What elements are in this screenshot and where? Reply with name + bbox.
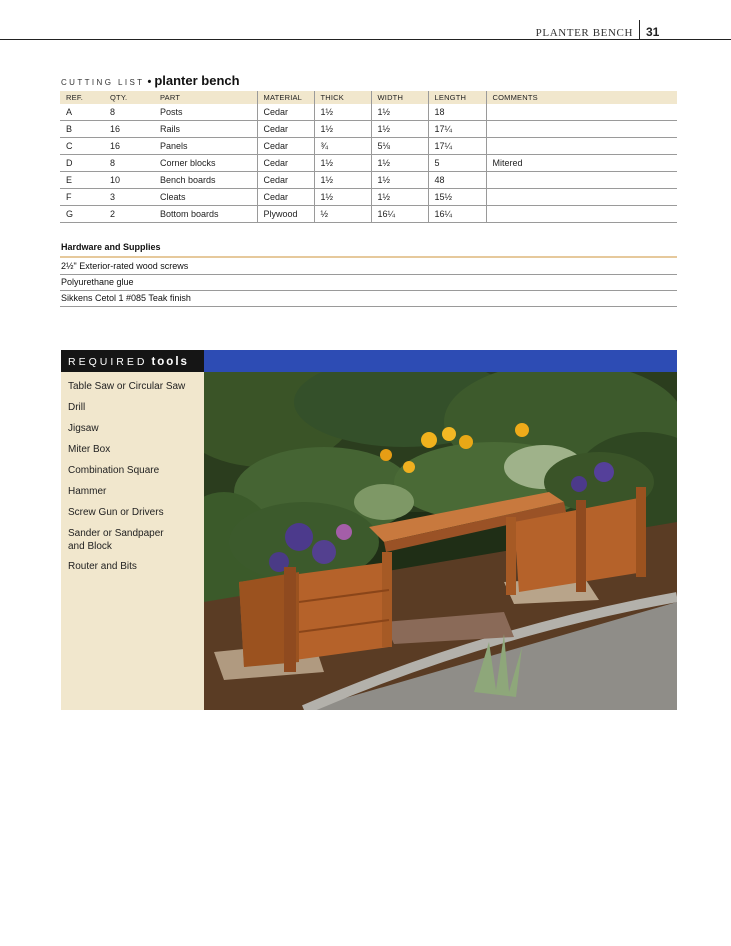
table-cell: A	[60, 104, 104, 121]
tool-item: Hammer	[68, 486, 107, 497]
column-header: THICK	[314, 91, 371, 104]
table-cell: 1½	[371, 121, 428, 138]
page-number: 31	[646, 25, 660, 39]
table-cell: 1½	[371, 172, 428, 189]
table-cell	[486, 121, 677, 138]
table-row	[60, 104, 677, 121]
column-header: PART	[154, 91, 257, 104]
table-cell	[486, 138, 677, 155]
list-item	[60, 274, 677, 291]
column-header: MATERIAL	[257, 91, 314, 104]
hardware-item: Polyurethane glue	[61, 277, 134, 287]
table-cell: 8	[104, 155, 154, 172]
table-cell: 17¼	[428, 121, 486, 138]
table-cell: 1½	[314, 189, 371, 206]
list-item	[60, 290, 677, 307]
tools-heading	[61, 350, 204, 372]
table-cell: 1½	[314, 104, 371, 121]
tool-item: Router and Bits	[68, 561, 137, 572]
table-cell: Panels	[154, 138, 257, 155]
tools-heading-required: REQUIRED	[68, 356, 148, 368]
table-cell: G	[60, 206, 104, 223]
table-cell: 3	[104, 189, 154, 206]
table-cell: Bottom boards	[154, 206, 257, 223]
table-cell: 48	[428, 172, 486, 189]
table-cell	[486, 172, 677, 189]
table-cell: 15½	[428, 189, 486, 206]
table-cell: Cleats	[154, 189, 257, 206]
table-cell: Cedar	[257, 138, 314, 155]
table-cell: Cedar	[257, 104, 314, 121]
column-header: COMMENTS	[486, 91, 677, 104]
table-row	[60, 206, 677, 223]
column-header: WIDTH	[371, 91, 428, 104]
table-header-row	[60, 91, 677, 104]
table-cell: 1½	[371, 104, 428, 121]
tool-item: Sander or Sandpaper and Block	[68, 528, 164, 552]
table-cell: 1½	[371, 189, 428, 206]
heading-bar	[204, 350, 677, 372]
tools-heading-word: tools	[151, 356, 189, 368]
cutting-list-title	[61, 72, 240, 90]
table-cell: 10	[104, 172, 154, 189]
header-separator	[639, 20, 640, 40]
table-cell: 1½	[314, 172, 371, 189]
table-cell	[486, 189, 677, 206]
table-cell: 1½	[314, 155, 371, 172]
tools-list	[68, 380, 202, 581]
table-cell	[486, 206, 677, 223]
table-cell: Corner blocks	[154, 155, 257, 172]
table-cell: Cedar	[257, 189, 314, 206]
table-cell	[486, 104, 677, 121]
table-row	[60, 172, 677, 189]
table-cell: 16¼	[371, 206, 428, 223]
tool-item: Drill	[68, 402, 86, 413]
column-header: REF.	[60, 91, 104, 104]
table-cell: Rails	[154, 121, 257, 138]
table-cell: 16	[104, 138, 154, 155]
planter-bench-photo	[204, 372, 677, 710]
table-cell: Cedar	[257, 121, 314, 138]
table-cell: ½	[314, 206, 371, 223]
table-cell: Plywood	[257, 206, 314, 223]
table-cell: E	[60, 172, 104, 189]
table-cell: Cedar	[257, 172, 314, 189]
table-cell: 1½	[371, 155, 428, 172]
table-cell: 16¼	[428, 206, 486, 223]
column-header: LENGTH	[428, 91, 486, 104]
header-rule	[0, 39, 731, 40]
table-row	[60, 189, 677, 206]
table-cell: 1½	[314, 121, 371, 138]
table-cell: B	[60, 121, 104, 138]
cutting-list-label: CUTTING LIST	[61, 78, 145, 87]
column-header: QTY.	[104, 91, 154, 104]
tool-item: Jigsaw	[68, 423, 99, 434]
table-cell: 17¼	[428, 138, 486, 155]
table-row	[60, 121, 677, 138]
table-cell: Mitered	[486, 155, 677, 172]
tool-item: Table Saw or Circular Saw	[68, 381, 186, 392]
table-cell: Bench boards	[154, 172, 257, 189]
table-cell: Cedar	[257, 155, 314, 172]
bullet: •	[147, 76, 152, 88]
table-cell: 2	[104, 206, 154, 223]
table-cell: F	[60, 189, 104, 206]
table-cell: 5	[428, 155, 486, 172]
hardware-item: 2½" Exterior-rated wood screws	[61, 261, 189, 271]
table-cell: 18	[428, 104, 486, 121]
list-item	[60, 256, 677, 275]
project-name: planter bench	[154, 73, 240, 88]
table-cell: D	[60, 155, 104, 172]
table-row	[60, 138, 677, 155]
tool-item: Screw Gun or Drivers	[68, 507, 164, 518]
hardware-item: Sikkens Cetol 1 #085 Teak finish	[61, 293, 191, 303]
table-cell: Posts	[154, 104, 257, 121]
table-cell: ¾	[314, 138, 371, 155]
table-cell: 16	[104, 121, 154, 138]
table-cell: C	[60, 138, 104, 155]
table-row	[60, 155, 677, 172]
cutting-list-table	[60, 91, 677, 223]
table-cell: 8	[104, 104, 154, 121]
table-cell: 5⅛	[371, 138, 428, 155]
hardware-title: Hardware and Supplies	[61, 242, 161, 252]
tool-item: Miter Box	[68, 444, 111, 455]
tool-item: Combination Square	[68, 465, 160, 476]
running-header-title: PLANTER BENCH	[535, 27, 633, 39]
